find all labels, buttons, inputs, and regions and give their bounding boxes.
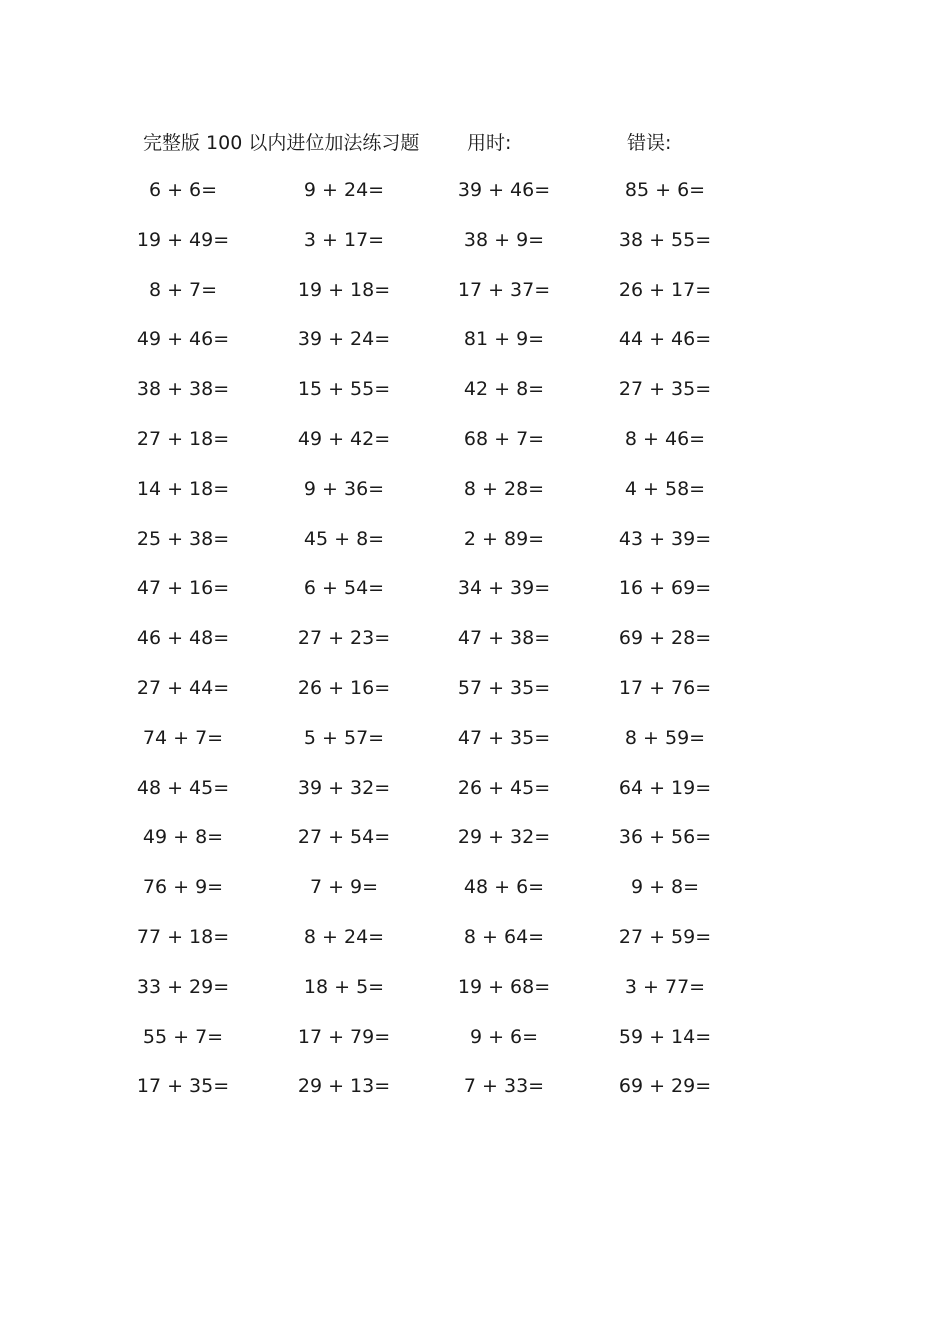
problem-item: 48 + 6=: [463, 876, 545, 899]
problem-item: 47 + 16=: [136, 577, 230, 600]
problem-item: 9 + 24=: [303, 179, 385, 201]
problem-item: 38 + 55=: [618, 228, 712, 251]
problem-item: 27 + 18=: [136, 427, 230, 450]
problem-item: 38 + 9=: [463, 228, 545, 251]
problem-item: 6 + 54=: [303, 577, 385, 600]
problem-item: 68 + 7=: [463, 427, 545, 450]
problem-item: 8 + 24=: [303, 925, 385, 948]
problem-item: 77 + 18=: [136, 925, 230, 948]
problem-row: [0, 276, 950, 326]
problem-item: 4 + 58=: [624, 477, 706, 500]
problem-item: 69 + 28=: [618, 627, 712, 650]
time-taken-label: 用时:: [467, 132, 512, 154]
problem-item: 6 + 6=: [148, 179, 218, 201]
problem-item: 16 + 69=: [618, 577, 712, 600]
problem-row: [0, 375, 950, 425]
problem-item: 26 + 16=: [297, 676, 391, 699]
problem-item: 8 + 64=: [463, 925, 545, 948]
problem-row: [0, 1072, 950, 1122]
problem-row: [0, 624, 950, 674]
problem-item: 46 + 48=: [136, 627, 230, 650]
problem-item: 34 + 39=: [457, 577, 551, 600]
problem-item: 29 + 32=: [457, 826, 551, 849]
problem-item: 43 + 39=: [618, 527, 712, 550]
problem-item: 19 + 68=: [457, 975, 551, 998]
errors-label: 错误:: [627, 132, 672, 154]
problem-item: 17 + 76=: [618, 676, 712, 699]
problem-item: 18 + 5=: [303, 975, 385, 998]
problem-item: 48 + 45=: [136, 776, 230, 799]
problem-item: 27 + 54=: [297, 826, 391, 849]
problem-item: 85 + 6=: [624, 179, 706, 201]
problem-item: 69 + 29=: [618, 1075, 712, 1098]
problem-item: 81 + 9=: [463, 328, 545, 351]
worksheet-header: [0, 128, 950, 156]
problem-row: [0, 425, 950, 475]
problem-item: 8 + 46=: [624, 427, 706, 450]
problem-item: 17 + 35=: [136, 1075, 230, 1098]
problem-row: [0, 325, 950, 375]
problem-item: 64 + 19=: [618, 776, 712, 799]
problem-row: [0, 525, 950, 575]
problem-item: 7 + 9=: [309, 876, 379, 899]
problem-item: 44 + 46=: [618, 328, 712, 351]
problem-item: 27 + 59=: [618, 925, 712, 948]
problem-item: 47 + 38=: [457, 627, 551, 650]
problem-item: 39 + 24=: [297, 328, 391, 351]
problem-row: [0, 574, 950, 624]
problem-item: 57 + 35=: [457, 676, 551, 699]
problem-item: 15 + 55=: [297, 378, 391, 401]
worksheet-title: 完整版 100 以内进位加法练习题: [143, 132, 420, 154]
problem-item: 38 + 38=: [136, 378, 230, 401]
problem-item: 45 + 8=: [303, 527, 385, 550]
problem-row: [0, 176, 950, 226]
problem-item: 8 + 28=: [463, 477, 545, 500]
problem-row: [0, 226, 950, 276]
problem-item: 49 + 42=: [297, 427, 391, 450]
problem-item: 27 + 44=: [136, 676, 230, 699]
problem-item: 76 + 9=: [142, 876, 224, 899]
problem-item: 7 + 33=: [463, 1075, 545, 1098]
problem-item: 27 + 23=: [297, 627, 391, 650]
problem-row: [0, 674, 950, 724]
problem-item: 19 + 18=: [297, 278, 391, 301]
problem-item: 26 + 17=: [618, 278, 712, 301]
problem-item: 9 + 36=: [303, 477, 385, 500]
problem-item: 49 + 46=: [136, 328, 230, 351]
problem-row: [0, 1023, 950, 1073]
problem-item: 25 + 38=: [136, 527, 230, 550]
problem-item: 3 + 77=: [624, 975, 706, 998]
problem-item: 49 + 8=: [142, 826, 224, 849]
problem-item: 55 + 7=: [142, 1025, 224, 1048]
problem-item: 33 + 29=: [136, 975, 230, 998]
problem-item: 14 + 18=: [136, 477, 230, 500]
problem-item: 8 + 59=: [624, 726, 706, 749]
problem-item: 9 + 8=: [630, 876, 700, 899]
problem-row: [0, 724, 950, 774]
problem-item: 42 + 8=: [463, 378, 545, 401]
problem-item: 47 + 35=: [457, 726, 551, 749]
problem-item: 3 + 17=: [303, 228, 385, 251]
problem-item: 17 + 37=: [457, 278, 551, 301]
problem-row: [0, 475, 950, 525]
problem-row: [0, 774, 950, 824]
problem-grid: [0, 176, 950, 1122]
problem-item: 5 + 57=: [303, 726, 385, 749]
problem-item: 29 + 13=: [297, 1075, 391, 1098]
problem-row: [0, 973, 950, 1023]
problem-row: [0, 823, 950, 873]
problem-item: 39 + 32=: [297, 776, 391, 799]
problem-item: 9 + 6=: [469, 1025, 539, 1048]
problem-item: 59 + 14=: [618, 1025, 712, 1048]
problem-item: 8 + 7=: [148, 278, 218, 301]
problem-item: 26 + 45=: [457, 776, 551, 799]
problem-item: 74 + 7=: [142, 726, 224, 749]
problem-row: [0, 923, 950, 973]
problem-item: 19 + 49=: [136, 228, 230, 251]
problem-item: 27 + 35=: [618, 378, 712, 401]
problem-item: 36 + 56=: [618, 826, 712, 849]
problem-item: 39 + 46=: [457, 179, 551, 201]
problem-row: [0, 873, 950, 923]
problem-item: 17 + 79=: [297, 1025, 391, 1048]
problem-item: 2 + 89=: [463, 527, 545, 550]
